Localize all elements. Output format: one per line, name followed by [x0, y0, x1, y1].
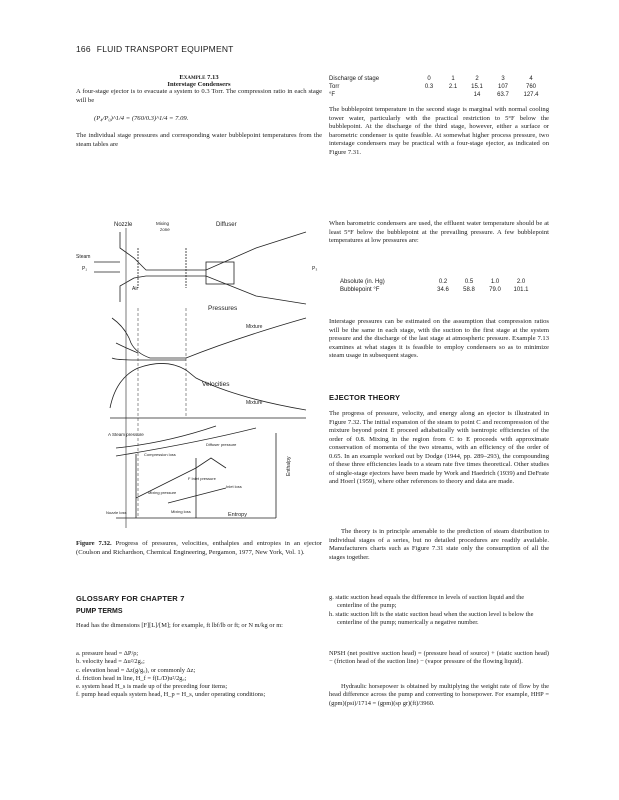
- label-enthalpy: Enthalpy: [286, 456, 292, 476]
- bubble-table-grid: [340, 278, 534, 294]
- table-cell: [441, 91, 465, 99]
- table-cell: 2: [475, 76, 479, 82]
- table-cell: 1.0: [490, 279, 500, 285]
- table-cell: 2.1: [448, 84, 458, 90]
- table-cell: 127.4: [523, 92, 539, 98]
- table-cell: Torr: [329, 84, 340, 90]
- label-mixing-pressure: Mixing pressure: [148, 490, 177, 495]
- label-mixture-2: Mixture: [246, 400, 263, 406]
- list-item: e. system head H_s is made up of the preceding four items;: [76, 683, 228, 691]
- table-cell: 1: [451, 76, 455, 82]
- label-mixing-loss: Mixing loss: [171, 509, 191, 514]
- list-item: h. static suction lift is the static suction head when the suction level is below the centerline of the pump; numerically a negative number.: [329, 610, 534, 626]
- label-velocities: Velocities: [202, 381, 230, 388]
- ejector-figure: [76, 218, 326, 540]
- label-air: Air: [132, 286, 139, 292]
- label-nozzle: Nozzle: [114, 222, 133, 228]
- table-cell: 15.1: [471, 84, 483, 90]
- steam-inlet-pipe: [94, 262, 120, 272]
- table-row: [329, 75, 545, 83]
- table-cell: 101.1: [513, 287, 529, 293]
- example-label: Example 7.13: [179, 74, 219, 81]
- table-cell: 14: [473, 92, 481, 98]
- pressure-curve: [112, 318, 306, 358]
- table-cell: [417, 91, 441, 99]
- label-inlet-pressure: F Inlet pressure: [188, 476, 216, 481]
- example-text1: A four-stage ejector is to evacuate a system to 0.3 Torr. The compression ratio in each stage will be: [76, 88, 322, 104]
- example-text2: The individual stage pressures and corresponding water bubblepoint temperatures from the steam tables are: [76, 132, 322, 148]
- table-cell: 79.0: [489, 287, 501, 293]
- steam-pressure-line: [116, 426, 216, 448]
- stage-table-grid: [329, 75, 545, 99]
- label-inlet-loss: Inlet loss: [226, 484, 242, 489]
- table-cell: 4: [529, 76, 533, 82]
- table-cell: 760: [525, 84, 536, 90]
- table-cell: 0.5: [464, 279, 474, 285]
- stage-table: [329, 75, 549, 99]
- glossary-head-def: Head has the dimensions [F][L]/[M]; for example, ft lbf/lb or ft; or N m/kg or m:: [76, 622, 283, 629]
- page-header: [76, 44, 234, 54]
- list-item: f. pump head equals system head, H_p = H_s, under operating conditions;: [76, 691, 266, 699]
- table-cell: °F: [329, 92, 336, 98]
- table-row: [340, 278, 534, 286]
- table-cell: Discharge of stage: [329, 76, 380, 82]
- list-item: b. velocity head = Δu²/2g꜀;: [76, 658, 145, 666]
- running-title: FLUID TRANSPORT EQUIPMENT: [96, 44, 234, 54]
- paragraph-barometric: When barometric condensers are used, the effluent water temperature should be at least 5°F below the bubblepoint at the prevailing pressure. A few bubblepoint temperatures at low pressures are:: [329, 220, 549, 244]
- label-diffuser: Diffuser: [216, 222, 237, 228]
- label-p1: P₁: [82, 266, 88, 272]
- table-row: [329, 83, 545, 91]
- table-cell: 58.8: [463, 287, 475, 293]
- glossary-hhp: [329, 683, 549, 708]
- paragraph-theory-principle: The theory is in principle amenable to the prediction of steam distribution to individual stages of a series, but no detailed procedures are readily available. Manufacturers charts such as Figure 7.31 state only the consumption of all the stages together.: [329, 528, 549, 561]
- paragraph-ejector-theory: The progress of pressure, velocity, and energy along an ejector is illustrated in Figure 7.32. The initial expansion of the steam to point C and recompression of the mixture beyond point E proceed adiabatically with isentropic efficiencies of the order of 0.8. Mixing in the region from C to E proceeds with approximate conservation of momenta of the two streams, with an efficiency of the order of 0.65. In an example worked out by Dodge (1944, pp. 289–293), the compounding of these three efficiencies leads to a steam rate five times theoretical. Other studies of single-stage ejectors have been made by Work and Haedrich (1939) and DeFrate and Hoerl (1959), where other references to theory and data are made.: [329, 410, 549, 485]
- table-cell: 3: [501, 76, 505, 82]
- label-p3: P₃: [312, 266, 318, 272]
- paragraph-interstage: Interstage pressures can be estimated on the assumption that compression ratios will be the same in each stage, with the suction to the first stage at the system pressure and the discharge of the last stage at atmospheric pressure. Example 7.13 examines at what stages it is feasible to employ condensers so as to minimize steam usage in subsequent stages.: [329, 318, 549, 359]
- table-cell: 0.3: [424, 84, 434, 90]
- glossary-list-left: [76, 650, 322, 700]
- example-title: Interstage Condensers: [167, 81, 231, 88]
- label-entropy: Entropy: [228, 512, 247, 518]
- glossary-title: GLOSSARY FOR CHAPTER 7: [76, 594, 185, 603]
- label-mixture-1: Mixture: [246, 324, 263, 330]
- glossary-subtitle: PUMP TERMS: [76, 608, 123, 615]
- label-pressures: Pressures: [208, 305, 238, 312]
- label-compression-loss: Compression loss: [144, 452, 176, 457]
- table-cell: 34.6: [437, 287, 449, 293]
- bubble-table: [340, 278, 540, 294]
- list-item: a. pressure head = ΔP/ρ;: [76, 650, 139, 657]
- table-cell: 63.7: [497, 92, 509, 98]
- table-row: [340, 286, 534, 294]
- example-block: [76, 74, 322, 149]
- example-equation: (P₄/P₀)^1/4 = (760/0.3)^1/4 = 7.09.: [94, 115, 189, 122]
- label-nozzle-loss: Nozzle loss: [106, 510, 127, 515]
- npsh-definition: NPSH (net positive suction head) = (pressure head of source) + (static suction head) − (friction head of the suction line) − (vapor pressure of the flowing liquid).: [329, 650, 549, 666]
- page-number: 166: [76, 44, 91, 54]
- glossary-list-right: [329, 594, 549, 627]
- ejector-upper-wall: [120, 232, 306, 270]
- table-cell: 107: [497, 84, 508, 90]
- figure-caption: [76, 540, 322, 557]
- label-steam-pressure: A Steam pressure: [108, 432, 144, 437]
- figure-caption-text: Progress of pressures, velocities, enthalpies and entropies in an ejector (Coulson and Richardson, Chemical Engineering, Pergamon, 1977, New York, Vol. 1).: [76, 540, 322, 556]
- label-zone: zone: [160, 227, 170, 232]
- list-item: c. elevation head = Δz(g/g꜀), or commonly Δz;: [76, 666, 196, 674]
- paragraph-bubblepoint: The bubblepoint temperature in the second stage is marginal with normal cooling tower water, particularly with the practical restriction to 5°F below the bubblepoint. At the discharge of the third stage, however, either a surface or barometric condenser is quite feasible. At somewhat higher process pressure, two interstage condensers may be practical with a four-stage ejector, as indicated on Figure 7.31.: [329, 106, 549, 156]
- diffuser-throat-box: [206, 262, 234, 284]
- table-cell: 0.2: [438, 279, 448, 285]
- label-steam: Steam: [76, 254, 91, 260]
- glossary-npsh: [329, 650, 549, 667]
- figure-caption-label: Figure 7.32.: [76, 540, 112, 547]
- label-mixing: Mixing: [156, 221, 170, 226]
- list-item: g. static suction head equals the difference in levels of suction liquid and the centerline of the pump;: [329, 594, 525, 610]
- hhp-definition: Hydraulic horsepower is obtained by multiplying the weight rate of flow by the head difference across the pump and converting to horsepower. For example, HHP = (gpm)(psi)/1714 = (gpm)(sp gr)(ft)/3960.: [329, 683, 549, 707]
- table-row: [329, 91, 545, 99]
- table-cell: 2.0: [516, 279, 526, 285]
- table-cell: 0: [427, 76, 431, 82]
- table-cell: Bubblepoint °F: [340, 287, 380, 293]
- ejector-theory-heading: EJECTOR THEORY: [329, 393, 401, 402]
- list-item: d. friction head in line, H_f = f(L/D)u²/2g꜀;: [76, 674, 187, 682]
- ejector-lower-wall: [120, 276, 306, 304]
- table-cell: Absolute (in. Hg): [340, 279, 385, 285]
- label-diffuser-pressure: Diffuser pressure: [206, 442, 237, 447]
